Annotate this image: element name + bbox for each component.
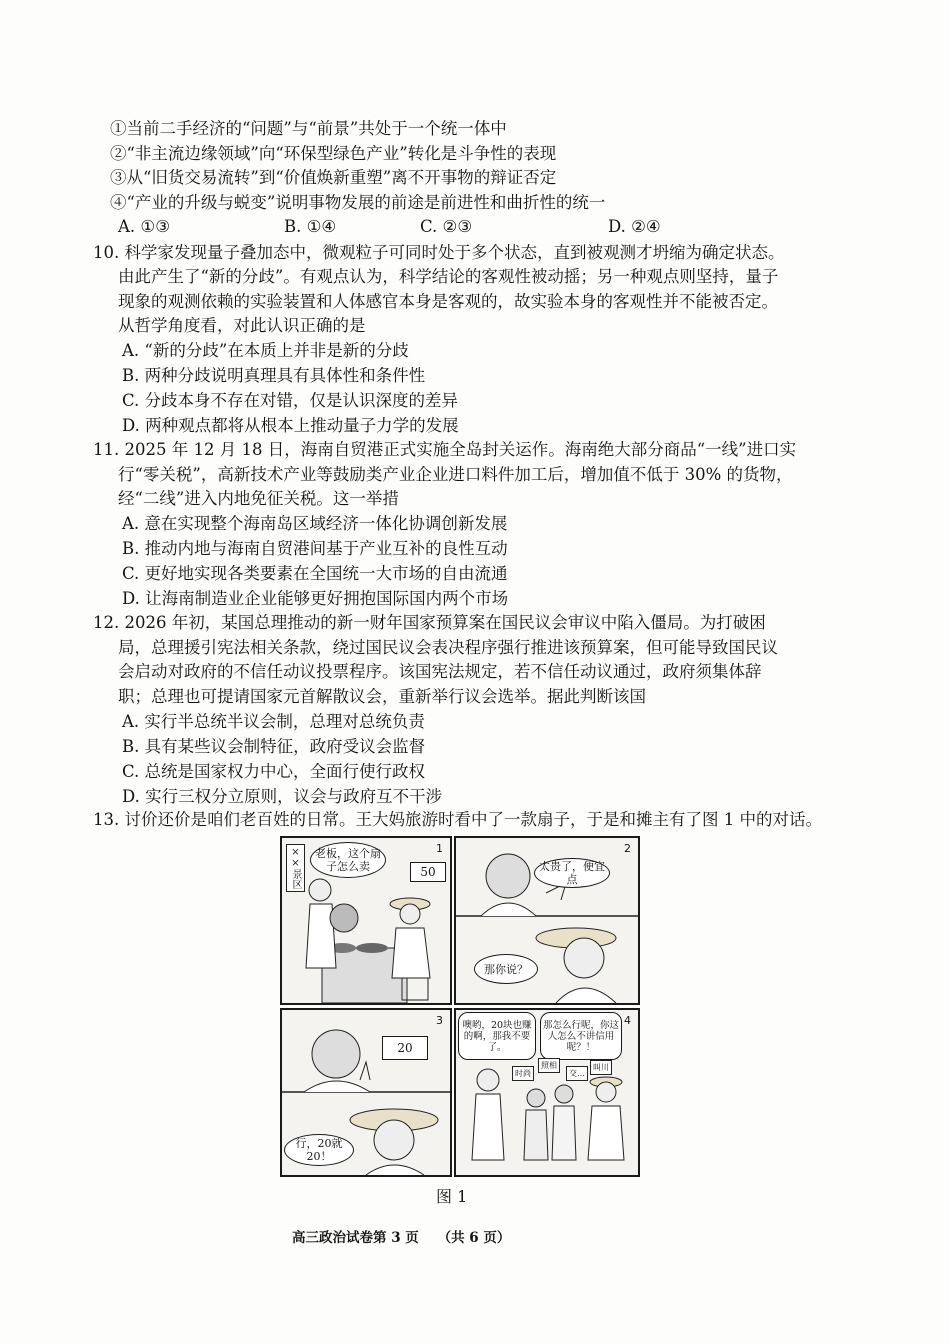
q11-option-a: A. 意在实现整个海南岛区域经济一体化协调创新发展 [122, 514, 508, 533]
q12-option-c: C. 总统是国家权力中心，全面行使行政权 [122, 762, 426, 781]
panel-1-price-bubble: 50 [410, 862, 446, 882]
q9-options [118, 215, 818, 239]
q11-stem-line-2: 行“零关税”，高新技术产业等鼓励类产业企业进口料件加工后，增加值不低于 30% 的货物， [118, 465, 793, 484]
q9-statement-1: ①当前二手经济的“问题”与“前景”共处于一个统一体中 [110, 119, 507, 138]
figure-1-comic [280, 836, 640, 1181]
panel-4-right-speech-bubble: 那怎么行呢，你这人怎么不讲信用呢？！ [540, 1012, 622, 1060]
page-footer: 高三政治试卷第 3 页 （共 6 页） [292, 1230, 511, 1246]
q10-stem-line-2: 由此产生了“新的分歧”。有观点认为，科学结论的客观性被动摇；另一种观点则坚持，量子 [118, 267, 779, 286]
panel-3-speech-bubble: 行，20就20！ [284, 1134, 354, 1166]
panel-2-number: 2 [624, 842, 631, 855]
q9-statement-3: ③从“旧货交易流转”到“价值焕新重塑”离不开事物的辩证否定 [110, 168, 557, 187]
q12-stem-line-1: 12. 2026 年初，某国总理推动的新一财年国家预算案在国民议会审议中陷入僵局。为打破困 [93, 613, 766, 632]
q12-option-d: D. 实行三权分立原则，议会与政府互不干涉 [122, 787, 443, 806]
q13-stem: 13. 讨价还价是咱们老百姓的日常。王大妈旅游时看中了一款扇子，于是和摊主有了图 1 中的对话。 [93, 810, 822, 829]
q9-option-a: A. ①③ [118, 217, 170, 236]
q10-option-a: A. “新的分歧”在本质上并非是新的分歧 [122, 341, 409, 360]
panel-1-number: 1 [436, 842, 443, 855]
q11-option-c: C. 更好地实现各类要素在全国统一大市场的自由流通 [122, 564, 508, 583]
q12-stem-line-4: 职；总理也可提请国家元首解散议会，重新举行议会选举。据此判断该国 [118, 687, 646, 706]
shop-sign-2: 照相 [538, 1058, 560, 1073]
q10-option-b: B. 两种分歧说明真理具有具体性和条件性 [122, 366, 426, 385]
q10-stem-line-4: 从哲学角度看，对此认识正确的是 [118, 316, 366, 335]
q12-option-b: B. 具有某些议会制特征，政府受议会监督 [122, 737, 426, 756]
q9-statement-4: ④“产业的升级与蜕变”说明事物发展的前途是前进性和曲折性的统一 [110, 193, 606, 212]
shop-sign-4: 叫川 [590, 1060, 612, 1075]
q10-stem-line-1: 10. 科学家发现量子叠加态中，微观粒子可同时处于多个状态，直到被观测才坍缩为确定状态。 [93, 243, 785, 262]
q9-statement-2: ②“非主流边缘领域”向“环保型绿色产业”转化是斗争性的表现 [110, 144, 557, 163]
comic-panel-1 [280, 836, 452, 1005]
comic-panel-3 [280, 1008, 452, 1177]
q12-stem-line-2: 局，总理援引宪法相关条款，绕过国民议会表决程序强行推进该预算案，但可能导致国民议 [118, 638, 778, 657]
scenic-area-sign: ××景区 [286, 844, 305, 892]
q11-stem-line-3: 经“二线”进入内地免征关税。这一举措 [118, 489, 399, 508]
shop-sign-3: 交… [566, 1066, 588, 1081]
panel-4-number: 4 [624, 1014, 631, 1027]
q12-stem-line-3: 会启动对政府的不信任动议投票程序。该国宪法规定，若不信任动议通过，政府须集体辞 [118, 662, 762, 681]
q11-option-d: D. 让海南制造业企业能够更好拥抱国际国内两个市场 [122, 589, 509, 608]
q9-option-d: D. ②④ [608, 217, 661, 236]
panel-3-price-bubble: 20 [382, 1036, 428, 1060]
panel-4-left-speech-bubble: 噢哟，20块也赚的啊，那我不要了。 [458, 1012, 536, 1060]
q10-stem-line-3: 现象的观测依赖的实验装置和人体感官本身是客观的，故实验本身的客观性并不能被否定。 [118, 292, 778, 311]
panel-2-bottom-speech-bubble: 那你说？ [474, 954, 538, 984]
q11-option-b: B. 推动内地与海南自贸港间基于产业互补的良性互动 [122, 539, 508, 558]
q11-stem-line-1: 11. 2025 年 12 月 18 日，海南自贸港正式实施全岛封关运作。海南绝大部分商品“一线”进口实 [93, 440, 797, 459]
panel-2-top-speech-bubble: 太贵了，便宜点 [534, 858, 610, 888]
comic-panel-4 [454, 1008, 640, 1177]
q10-option-c: C. 分歧本身不存在对错，仅是认识深度的差异 [122, 391, 459, 410]
q12-option-a: A. 实行半总统半议会制，总理对总统负责 [122, 712, 425, 731]
shop-sign-1: 时尚 [512, 1066, 534, 1081]
panel-3-number: 3 [436, 1014, 443, 1027]
comic-panel-2 [454, 836, 640, 1005]
q10-option-d: D. 两种观点都将从根本上推动量子力学的发展 [122, 416, 459, 435]
q9-option-c: C. ②③ [420, 217, 473, 236]
panel-1-speech-bubble: 老板，这个扇子怎么卖 [310, 842, 386, 878]
figure-caption: 图 1 [436, 1187, 468, 1206]
q9-option-b: B. ①④ [284, 217, 337, 236]
